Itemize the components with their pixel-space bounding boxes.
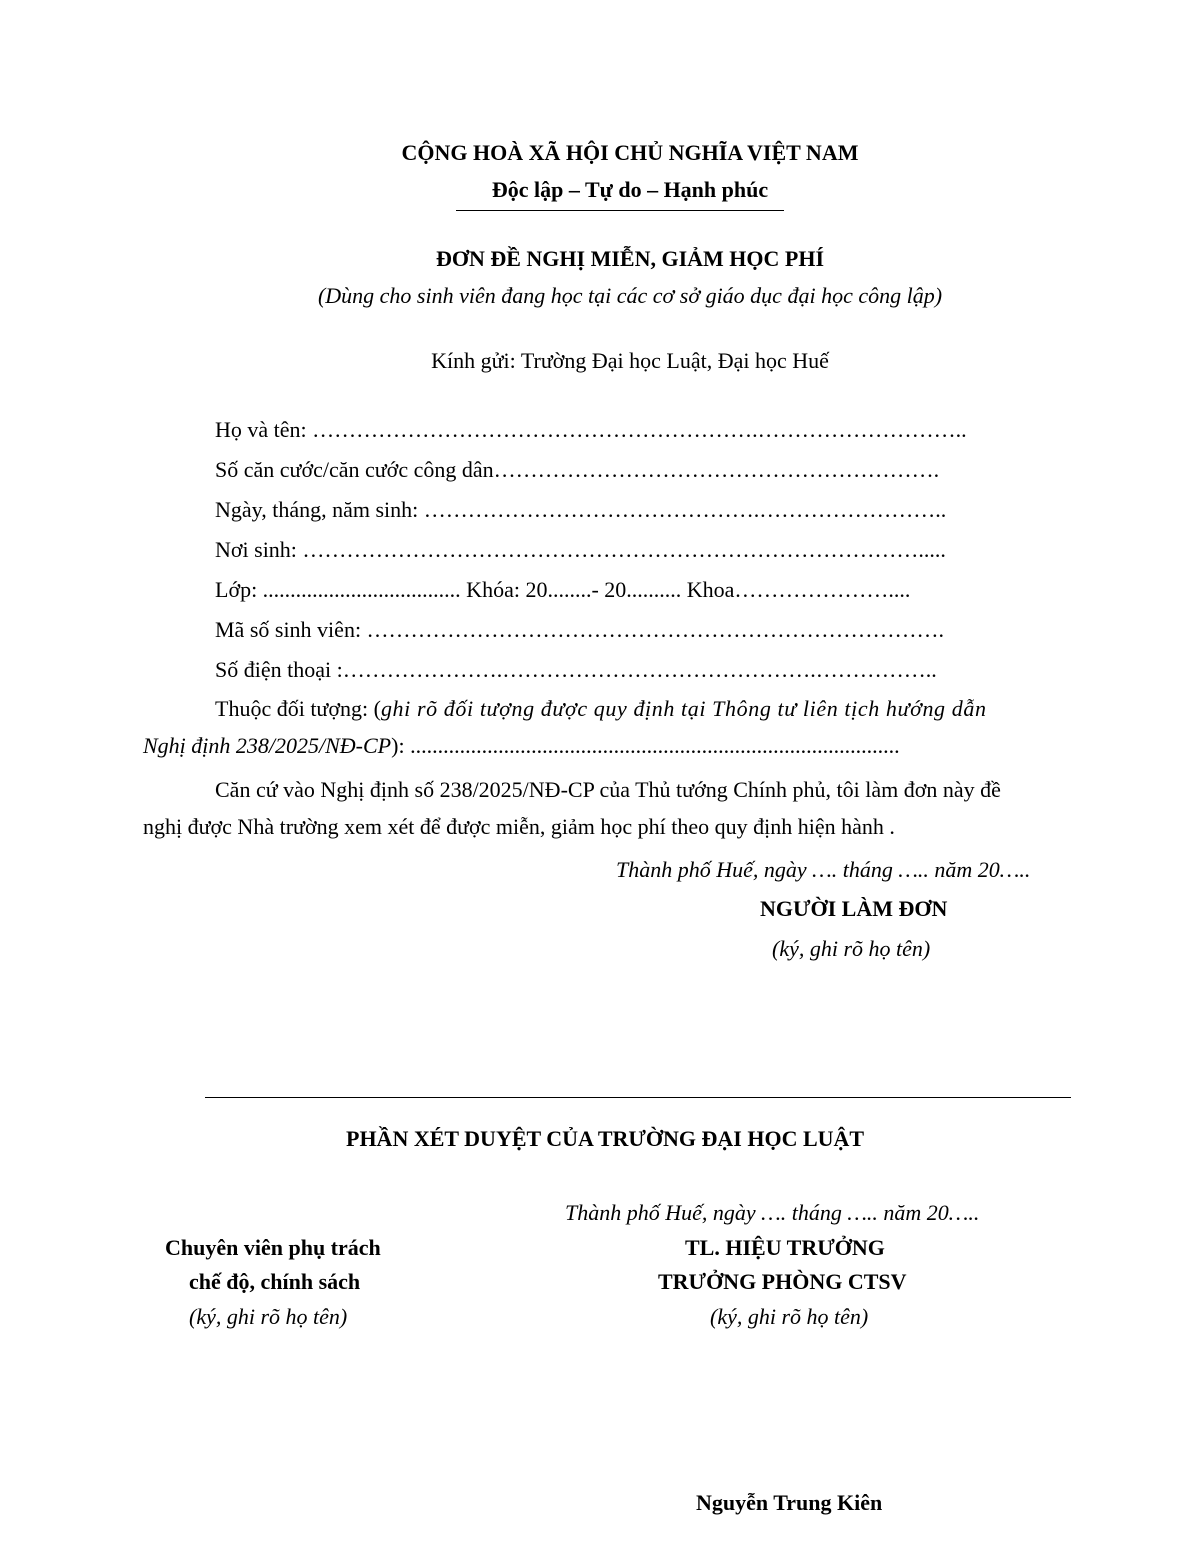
- category-fill: ): .........................................................................................: [391, 733, 900, 758]
- recipient: Kính gửi: Trường Đại học Luật, Đại học Huế: [431, 348, 829, 373]
- field-class-course-faculty[interactable]: Lớp: .................................... Khóa: 20........- 20.......... Khoa…………………....: [215, 577, 911, 602]
- country-name: CỘNG HOÀ XÃ HỘI CHỦ NGHĨA VIỆT NAM: [401, 140, 859, 165]
- field-phone[interactable]: Số điện thoại :………………….…………………………………….……………..: [215, 657, 937, 682]
- applicant-date-line: Thành phố Huế, ngày …. tháng ….. năm 20…..: [616, 857, 1031, 882]
- left-signer-role-1: Chuyên viên phụ trách: [165, 1235, 381, 1260]
- field-id-number[interactable]: Số căn cước/căn cước công dân…………………………………………………….: [215, 457, 940, 482]
- right-signer-name: Nguyễn Trung Kiên: [696, 1490, 883, 1515]
- form-subtitle: (Dùng cho sinh viên đang học tại các cơ sở giáo dục đại học công lập): [317, 283, 943, 308]
- left-signer-note: (ký, ghi rõ họ tên): [189, 1304, 348, 1329]
- left-signer-role-2: chế độ, chính sách: [189, 1269, 361, 1294]
- field-category[interactable]: [215, 696, 1107, 722]
- field-full-name[interactable]: Họ và tên: …………………………………………………….………………………..: [215, 417, 967, 442]
- category-label: Thuộc đối tượng: (: [215, 696, 381, 721]
- motto: Độc lập – Tự do – Hạnh phúc: [491, 177, 769, 202]
- field-category-cont[interactable]: [143, 733, 900, 759]
- category-hint: ghi rõ đối tượng được quy định tại Thông tư liên tịch hướng dẫn: [380, 696, 987, 721]
- body-line-1: Căn cứ vào Nghị định số 238/2025/NĐ-CP của Thủ tướng Chính phủ, tôi làm đơn này đề: [215, 777, 1001, 802]
- applicant-sign-note: (ký, ghi rõ họ tên): [772, 936, 931, 961]
- right-signer-role-2: TRƯỞNG PHÒNG CTSV: [658, 1269, 907, 1294]
- form-title: ĐƠN ĐỀ NGHỊ MIỄN, GIẢM HỌC PHÍ: [435, 246, 825, 271]
- right-signer-note: (ký, ghi rõ họ tên): [710, 1304, 869, 1329]
- applicant-title: NGƯỜI LÀM ĐƠN: [760, 896, 948, 921]
- approval-heading: PHẦN XÉT DUYỆT CỦA TRƯỜNG ĐẠI HỌC LUẬT: [346, 1126, 865, 1151]
- motto-underline: [456, 210, 784, 211]
- approval-date-line: Thành phố Huế, ngày …. tháng ….. năm 20…..: [565, 1200, 980, 1225]
- field-student-id[interactable]: Mã số sinh viên: …………………………………………………………………….: [215, 617, 945, 642]
- category-decree: Nghị định 238/2025/NĐ-CP: [143, 733, 392, 758]
- field-birth-place[interactable]: Nơi sinh: ………………………………………………………………………….....: [215, 537, 946, 562]
- right-signer-role-1: TL. HIỆU TRƯỞNG: [685, 1235, 885, 1260]
- section-divider: [205, 1097, 1071, 1098]
- field-birth-date[interactable]: Ngày, tháng, năm sinh: ……………………………………….……………………..: [215, 497, 947, 522]
- body-line-2: nghị được Nhà trường xem xét để được miễn, giảm học phí theo quy định hiện hành .: [143, 814, 895, 839]
